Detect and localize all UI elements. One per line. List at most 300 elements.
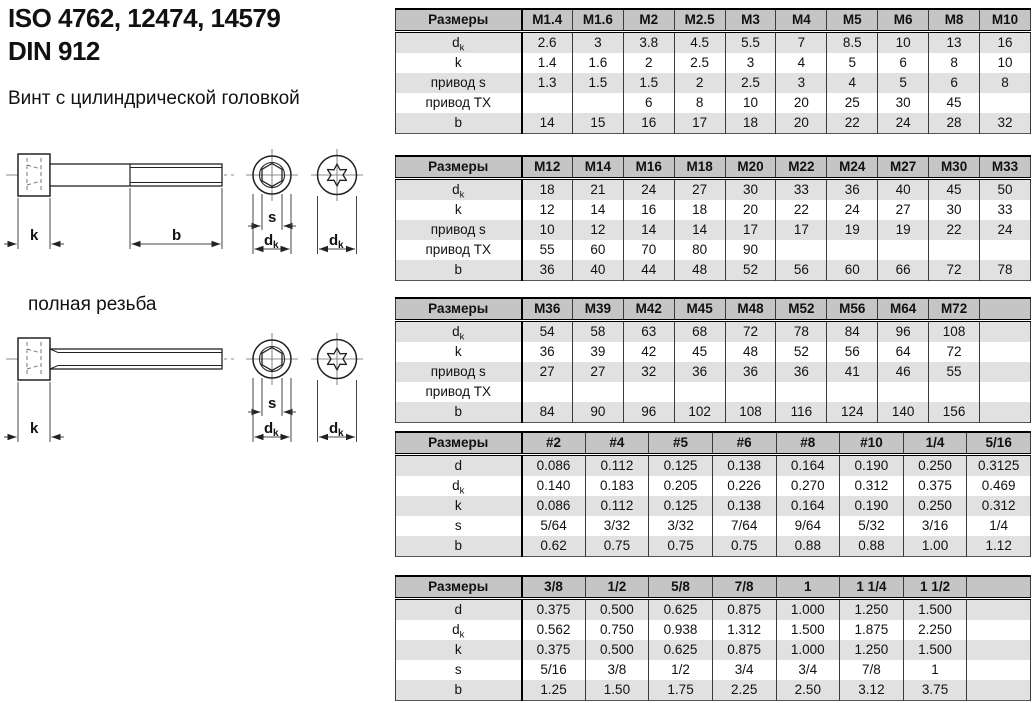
value-cell: 2.5 (674, 53, 725, 73)
value-cell: 0.183 (585, 476, 649, 496)
value-cell: 0.312 (967, 496, 1031, 516)
value-cell: 27 (674, 179, 725, 201)
value-cell: 0.938 (649, 620, 713, 640)
table-row (396, 496, 1031, 516)
value-cell (980, 382, 1031, 402)
value-cell: 27 (522, 362, 573, 382)
value-cell: 39 (572, 342, 623, 362)
table-row (396, 240, 1031, 260)
value-cell: 12 (522, 200, 573, 220)
value-cell (967, 620, 1031, 640)
value-cell (623, 382, 674, 402)
value-cell: 1.250 (840, 640, 904, 660)
value-cell: 3/32 (649, 516, 713, 536)
screw-type-subtitle: Винт с цилиндрической головкой (8, 88, 300, 109)
value-cell: 0.086 (522, 455, 586, 477)
dim-label-k: k (30, 227, 39, 244)
value-cell: 48 (674, 260, 725, 281)
row-label: k (396, 53, 522, 73)
row-label: b (396, 260, 522, 281)
value-cell: 72 (929, 342, 980, 362)
value-cell: 22 (929, 220, 980, 240)
value-cell: 70 (623, 240, 674, 260)
table-metric-m1_4-m10 (395, 8, 1031, 134)
value-cell: 0.164 (776, 496, 840, 516)
value-cell: 0.138 (712, 496, 776, 516)
value-cell: 0.88 (776, 536, 840, 557)
table-row (396, 53, 1031, 73)
dim-label-dk-sub: k (273, 240, 279, 251)
value-cell: 1.250 (840, 599, 904, 621)
value-cell: 36 (522, 260, 573, 281)
hex-socket-end-view (246, 149, 298, 201)
value-cell: 1.25 (522, 680, 586, 701)
value-cell (980, 362, 1031, 382)
value-cell: 1.5 (572, 73, 623, 93)
value-cell: 0.112 (585, 496, 649, 516)
value-cell: 17 (674, 113, 725, 134)
table-row (396, 536, 1031, 557)
value-cell: 68 (674, 321, 725, 343)
partial-thread-screw-drawing (0, 146, 392, 271)
value-cell: 21 (572, 179, 623, 201)
table-row (396, 362, 1031, 382)
value-cell: 1.500 (903, 640, 967, 660)
value-cell (522, 93, 573, 113)
value-cell: 4 (827, 73, 878, 93)
value-cell: 3/32 (585, 516, 649, 536)
value-cell: 41 (827, 362, 878, 382)
value-cell: 1.00 (903, 536, 967, 557)
row-label: привод s (396, 362, 522, 382)
row-label: привод TX (396, 240, 522, 260)
size-column-header: #10 (840, 432, 904, 455)
value-cell: 45 (929, 93, 980, 113)
value-cell: 8.5 (827, 32, 878, 54)
table-row (396, 113, 1031, 134)
value-cell: 16 (623, 113, 674, 134)
value-cell: 1.000 (776, 599, 840, 621)
size-column-header: M10 (980, 9, 1031, 32)
value-cell: 108 (929, 321, 980, 343)
value-cell: 0.164 (776, 455, 840, 477)
value-cell: 78 (776, 321, 827, 343)
value-cell: 52 (776, 342, 827, 362)
value-cell: 7 (776, 32, 827, 54)
value-cell: 1.500 (903, 599, 967, 621)
size-column-header: 1 1/4 (840, 576, 904, 599)
value-cell: 0.500 (585, 599, 649, 621)
value-cell: 18 (522, 179, 573, 201)
value-cell: 10 (725, 93, 776, 113)
value-cell: 3 (776, 73, 827, 93)
value-cell: 0.205 (649, 476, 713, 496)
dim-label-b: b (172, 227, 182, 244)
size-column-header: #4 (585, 432, 649, 455)
size-column-header: M2.5 (674, 9, 725, 32)
value-cell: 8 (980, 73, 1031, 93)
dim-label-dk2: d (329, 420, 339, 437)
row-label: $d_k$ (396, 620, 522, 640)
value-cell: 1.312 (712, 620, 776, 640)
value-cell: 3.12 (840, 680, 904, 701)
value-cell: 0.190 (840, 455, 904, 477)
value-cell (827, 240, 878, 260)
row-label: s (396, 516, 522, 536)
full-thread-shaft (50, 349, 222, 369)
value-cell: 54 (522, 321, 573, 343)
value-cell: 84 (827, 321, 878, 343)
value-cell: 3.75 (903, 680, 967, 701)
size-column-header: #5 (649, 432, 713, 455)
value-cell: 18 (725, 113, 776, 134)
table-row (396, 476, 1031, 496)
size-column-header: M33 (980, 156, 1031, 179)
value-cell: 19 (827, 220, 878, 240)
value-cell: 6 (623, 93, 674, 113)
value-cell: 1.6 (572, 53, 623, 73)
value-cell: 24 (878, 113, 929, 134)
value-cell: 48 (725, 342, 776, 362)
size-column-header: 7/8 (712, 576, 776, 599)
value-cell: 0.140 (522, 476, 586, 496)
size-column-header: M5 (827, 9, 878, 32)
row-label: $d_k$ (396, 476, 522, 496)
value-cell (776, 240, 827, 260)
sizes-header-cell: Размеры (396, 576, 522, 599)
value-cell: 0.270 (776, 476, 840, 496)
row-label: b (396, 113, 522, 134)
value-cell: 50 (980, 179, 1031, 201)
value-cell: 30 (929, 200, 980, 220)
row-label: d (396, 455, 522, 477)
value-cell (929, 240, 980, 260)
value-cell: 15 (572, 113, 623, 134)
value-cell: 140 (878, 402, 929, 423)
dim-label-dk-sub: k (273, 428, 279, 439)
value-cell (967, 640, 1031, 660)
value-cell: 33 (776, 179, 827, 201)
value-cell: 0.75 (585, 536, 649, 557)
value-cell: 0.226 (712, 476, 776, 496)
value-cell (980, 321, 1031, 343)
value-cell: 5 (827, 53, 878, 73)
row-label: привод s (396, 73, 522, 93)
table-row (396, 402, 1031, 423)
size-column-header: M8 (929, 9, 980, 32)
size-column-header: M42 (623, 298, 674, 321)
row-label: s (396, 660, 522, 680)
value-cell: 3.8 (623, 32, 674, 54)
row-label: $d_k$ (396, 32, 522, 54)
row-label: $d_k$ (396, 321, 522, 343)
value-cell: 1 (903, 660, 967, 680)
row-label: k (396, 342, 522, 362)
row-label: d (396, 599, 522, 621)
row-label: привод s (396, 220, 522, 240)
size-column-header: M1.6 (572, 9, 623, 32)
row-label: b (396, 680, 522, 701)
size-column-header: M20 (725, 156, 776, 179)
value-cell: 55 (522, 240, 573, 260)
table-metric-m12-m33 (395, 155, 1031, 281)
size-column-header: #2 (522, 432, 586, 455)
value-cell: 0.75 (649, 536, 713, 557)
value-cell: 22 (827, 113, 878, 134)
value-cell (725, 382, 776, 402)
size-column-header: M1.4 (522, 9, 573, 32)
sizes-header-cell: Размеры (396, 432, 522, 455)
row-label: b (396, 402, 522, 423)
value-cell (522, 382, 573, 402)
table-row (396, 640, 1031, 660)
value-cell: 5/16 (522, 660, 586, 680)
size-column-header (980, 298, 1031, 321)
value-cell: 30 (725, 179, 776, 201)
size-column-header: M2 (623, 9, 674, 32)
value-cell: 14 (623, 220, 674, 240)
dimensions-table (395, 431, 1031, 557)
value-cell: 108 (725, 402, 776, 423)
value-cell: 60 (827, 260, 878, 281)
value-cell: 1.000 (776, 640, 840, 660)
table-row (396, 93, 1031, 113)
value-cell (967, 599, 1031, 621)
torx-end-view (311, 149, 363, 201)
size-column-header: M27 (878, 156, 929, 179)
value-cell (929, 382, 980, 402)
size-column-header: M64 (878, 298, 929, 321)
value-cell: 45 (929, 179, 980, 201)
dim-label-dk: d (264, 420, 274, 437)
value-cell: 16 (623, 200, 674, 220)
value-cell: 2.50 (776, 680, 840, 701)
value-cell: 4 (776, 53, 827, 73)
row-label: b (396, 536, 522, 557)
value-cell: 0.112 (585, 455, 649, 477)
dim-label-dk2: d (329, 232, 339, 249)
value-cell: 17 (776, 220, 827, 240)
value-cell: 2.5 (725, 73, 776, 93)
value-cell: 0.875 (712, 640, 776, 660)
size-column-header: M48 (725, 298, 776, 321)
dimensions-table (395, 575, 1031, 701)
value-cell: 5/32 (840, 516, 904, 536)
value-cell: 96 (878, 321, 929, 343)
size-column-header: M30 (929, 156, 980, 179)
table-row (396, 599, 1031, 621)
value-cell: 22 (776, 200, 827, 220)
value-cell: 36 (827, 179, 878, 201)
row-label: k (396, 496, 522, 516)
value-cell (572, 382, 623, 402)
dim-label-dk2-sub: k (338, 428, 344, 439)
size-column-header: 3/8 (522, 576, 586, 599)
value-cell: 90 (572, 402, 623, 423)
value-cell: 10 (878, 32, 929, 54)
value-cell: 0.500 (585, 640, 649, 660)
value-cell: 0.250 (903, 496, 967, 516)
value-cell: 52 (725, 260, 776, 281)
value-cell: 0.625 (649, 640, 713, 660)
title-block (8, 2, 280, 68)
size-column-header: M16 (623, 156, 674, 179)
value-cell: 1/2 (649, 660, 713, 680)
size-column-header: M3 (725, 9, 776, 32)
value-cell: 14 (522, 113, 573, 134)
value-cell: 0.125 (649, 496, 713, 516)
table-row (396, 200, 1031, 220)
size-column-header: M52 (776, 298, 827, 321)
hex-socket-end-view (246, 333, 298, 385)
value-cell: 25 (827, 93, 878, 113)
value-cell: 36 (522, 342, 573, 362)
value-cell (674, 382, 725, 402)
size-column-header: #6 (712, 432, 776, 455)
value-cell: 8 (929, 53, 980, 73)
dim-label-k: k (30, 420, 39, 437)
sizes-header-cell: Размеры (396, 9, 522, 32)
value-cell: 36 (674, 362, 725, 382)
value-cell: 46 (878, 362, 929, 382)
value-cell: 0.62 (522, 536, 586, 557)
size-column-header: M56 (827, 298, 878, 321)
value-cell: 19 (878, 220, 929, 240)
value-cell: 0.138 (712, 455, 776, 477)
table-metric-m36-m72 (395, 297, 1031, 423)
size-column-header: M39 (572, 298, 623, 321)
table-imperial-small (395, 431, 1031, 557)
value-cell: 2.6 (522, 32, 573, 54)
value-cell: 5/64 (522, 516, 586, 536)
value-cell (980, 93, 1031, 113)
value-cell: 0.3125 (967, 455, 1031, 477)
full-thread-note: полная резьба (28, 294, 157, 315)
value-cell: 56 (827, 342, 878, 362)
value-cell: 56 (776, 260, 827, 281)
size-column-header: M24 (827, 156, 878, 179)
table-row (396, 516, 1031, 536)
dimensions-table (395, 297, 1031, 423)
value-cell: 1.3 (522, 73, 573, 93)
value-cell: 17 (725, 220, 776, 240)
value-cell: 55 (929, 362, 980, 382)
value-cell (878, 240, 929, 260)
value-cell: 72 (929, 260, 980, 281)
row-label: привод TX (396, 93, 522, 113)
value-cell (980, 342, 1031, 362)
value-cell: 102 (674, 402, 725, 423)
value-cell: 72 (725, 321, 776, 343)
value-cell: 156 (929, 402, 980, 423)
value-cell: 27 (572, 362, 623, 382)
value-cell: 1.500 (776, 620, 840, 640)
size-column-header: #8 (776, 432, 840, 455)
size-column-header: 5/16 (967, 432, 1031, 455)
full-thread-screw-drawing (0, 330, 392, 460)
value-cell: 7/64 (712, 516, 776, 536)
table-row (396, 660, 1031, 680)
value-cell: 24 (623, 179, 674, 201)
value-cell: 28 (929, 113, 980, 134)
dim-label-s: s (268, 395, 277, 412)
value-cell: 0.375 (903, 476, 967, 496)
size-column-header: M6 (878, 9, 929, 32)
value-cell: 80 (674, 240, 725, 260)
value-cell: 96 (623, 402, 674, 423)
row-label: $d_k$ (396, 179, 522, 201)
value-cell: 24 (827, 200, 878, 220)
dimensions-table (395, 8, 1031, 134)
dim-label-dk: d (264, 232, 274, 249)
table-row (396, 73, 1031, 93)
value-cell: 27 (878, 200, 929, 220)
dimensions-table (395, 155, 1031, 281)
value-cell: 1.875 (840, 620, 904, 640)
size-column-header (967, 576, 1031, 599)
table-row (396, 382, 1031, 402)
table-row (396, 220, 1031, 240)
value-cell: 44 (623, 260, 674, 281)
size-column-header: M14 (572, 156, 623, 179)
sizes-header-cell: Размеры (396, 156, 522, 179)
value-cell: 0.625 (649, 599, 713, 621)
value-cell: 9/64 (776, 516, 840, 536)
value-cell: 0.312 (840, 476, 904, 496)
value-cell: 4.5 (674, 32, 725, 54)
value-cell: 0.375 (522, 640, 586, 660)
table-imperial-large (395, 575, 1031, 701)
value-cell: 64 (878, 342, 929, 362)
value-cell: 84 (522, 402, 573, 423)
value-cell: 116 (776, 402, 827, 423)
table-row (396, 680, 1031, 701)
value-cell: 5.5 (725, 32, 776, 54)
value-cell: 0.750 (585, 620, 649, 640)
value-cell: 3/16 (903, 516, 967, 536)
value-cell (827, 382, 878, 402)
dim-label-s: s (268, 209, 277, 226)
table-row (396, 620, 1031, 640)
value-cell: 5 (878, 73, 929, 93)
table-row (396, 342, 1031, 362)
value-cell: 18 (674, 200, 725, 220)
value-cell: 0.469 (967, 476, 1031, 496)
value-cell: 8 (674, 93, 725, 113)
size-column-header: 1 1/2 (903, 576, 967, 599)
value-cell: 2 (674, 73, 725, 93)
value-cell: 2 (623, 53, 674, 73)
value-cell: 66 (878, 260, 929, 281)
value-cell: 40 (878, 179, 929, 201)
value-cell: 20 (725, 200, 776, 220)
value-cell: 90 (725, 240, 776, 260)
value-cell: 0.88 (840, 536, 904, 557)
value-cell: 10 (522, 220, 573, 240)
page-title-iso: ISO 4762, 12474, 14579 (8, 3, 281, 33)
value-cell: 3/4 (776, 660, 840, 680)
table-row (396, 32, 1031, 54)
value-cell: 14 (572, 200, 623, 220)
value-cell: 40 (572, 260, 623, 281)
value-cell: 0.125 (649, 455, 713, 477)
value-cell: 1.12 (967, 536, 1031, 557)
value-cell: 3/4 (712, 660, 776, 680)
value-cell: 2.25 (712, 680, 776, 701)
size-column-header: 5/8 (649, 576, 713, 599)
value-cell: 7/8 (840, 660, 904, 680)
value-cell: 1.50 (585, 680, 649, 701)
